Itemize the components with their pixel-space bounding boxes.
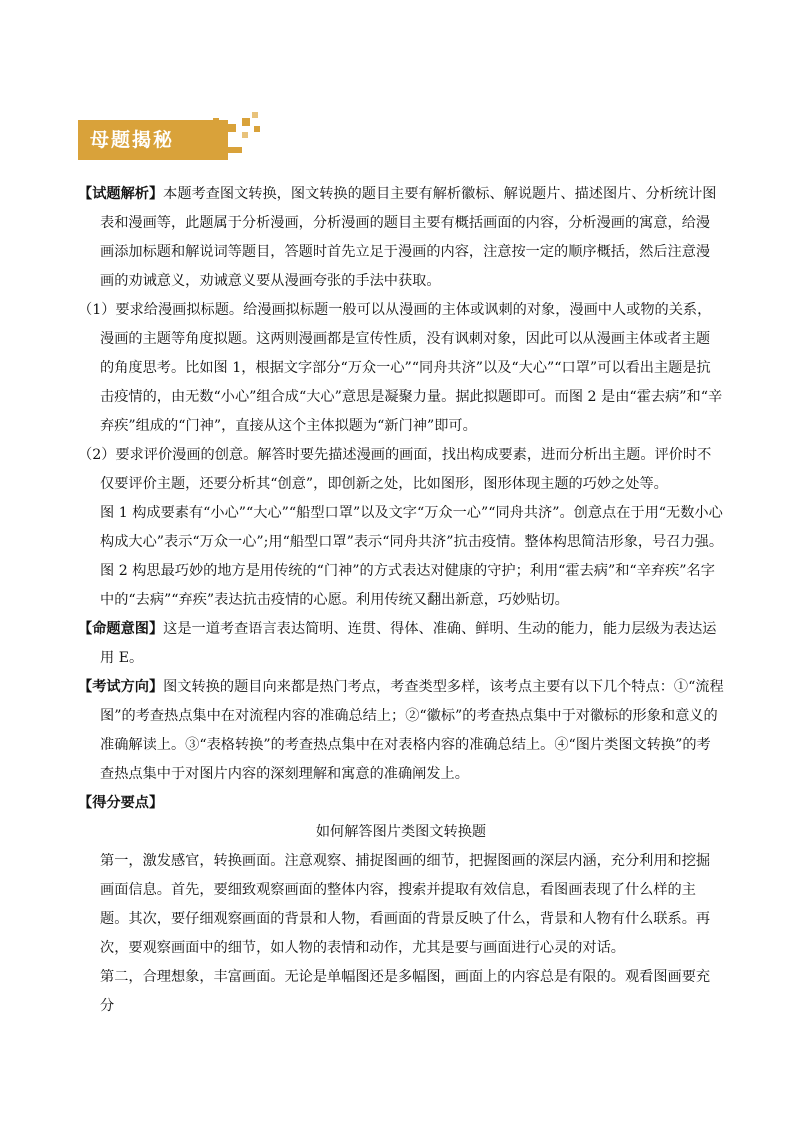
analysis-paragraph <box>78 180 724 296</box>
intent-text: 这是一道考查语言表达简明、连贯、得体、准确、鲜明、生动的能力，能力层级为表达运用 E。 <box>100 621 717 666</box>
points-paragraph-2: 第二，合理想象，丰富画面。无论是单幅图还是多幅图，画面上的内容总是有限的。观看图画要充分 <box>100 969 711 1014</box>
points-label: 【得分要点】 <box>78 795 164 811</box>
analysis-label: 【试题解析】 <box>78 186 164 202</box>
intent-label: 【命题意图】 <box>78 621 164 637</box>
item1-label: （1） <box>78 302 116 318</box>
section-banner <box>78 110 268 166</box>
direction-text: 图文转换的题目向来都是热门考点，考查类型多样，该考点主要有以下几个特点：①“流程图”的考查热点集中在对流程内容的准确总结上；②“徽标”的考查热点集中于对徽标的形象和意义的准确解读上。③“表格转换”的考查热点集中在对表格内容的准确总结上。④“图片类图文转换”的考查热点集中于对图片内容的深刻理解和寓意的准确阐发上。 <box>100 679 724 782</box>
points-heading: 如何解答图片类图文转换题 <box>315 824 487 840</box>
points-paragraph-1: 第一，激发感官，转换画面。注意观察、捕捉图画的细节，把握图画的深层内涵，充分利用和挖掘画面信息。首先，要细致观察画面的整体内容，搜索并提取有效信息，看图画表现了什么样的主题。其次，要仔细观察画面的背景和人物，看画面的背景反映了什么，背景和人物有什么联系。再次，要观察画面中的细节，如人物的表情和动作，尤其是要与画面进行心灵的对话。 <box>100 853 711 956</box>
points-label-paragraph <box>78 789 724 818</box>
item2-paragraph <box>78 441 724 499</box>
banner-decoration-icon <box>208 110 268 166</box>
direction-paragraph <box>78 673 724 789</box>
banner-title: 母题揭秘 <box>90 129 175 151</box>
item2-label: （2） <box>78 447 116 463</box>
direction-label: 【考试方向】 <box>78 679 164 695</box>
item1-paragraph <box>78 296 724 441</box>
item1-text: 要求给漫画拟标题。给漫画拟标题一般可以从漫画的主体或讽刺的对象，漫画中人或物的关系，漫画的主题等角度拟题。这两则漫画都是宣传性质，没有讽刺对象，因此可以从漫画主体或者主题的角度思考。比如图 1，根据文字部分“万众一心”“同舟共济”以及“大心”“口罩”可以看出主题是抗击疫情的，由无数“小心”组合成“大心”意思是凝聚力量。据此拟题即可。而图 2 是由“霍去病”和“辛弃疾”组成的“门神”，直接从这个主体拟题为“新门神”即可。 <box>100 302 723 434</box>
document-body <box>78 180 724 1021</box>
item2-text: 要求评价漫画的创意。解答时要先描述漫画的画面，找出构成要素，进而分析出主题。评价时不仅要评价主题，还要分析其“创意”，即创新之处，比如图形，图形体现主题的巧妙之处等。 <box>100 447 712 492</box>
item2-extra-paragraph <box>78 499 724 615</box>
intent-paragraph <box>78 615 724 673</box>
analysis-text: 本题考查图文转换，图文转换的题目主要有解析徽标、解说题片、描述图片、分析统计图表和漫画等，此题属于分析漫画，分析漫画的题目主要有概括画面的内容，分析漫画的寓意，给漫画添加标题和解说词等题目，答题时首先立足于漫画的内容，注意按一定的顺序概括，然后注意漫画的劝诫意义，劝诫意义要从漫画夸张的手法中获取。 <box>100 186 717 289</box>
item2-extra-text: 图 1 构成要素有“小心”“大心”“船型口罩”以及文字“万众一心”“同舟共济”。创意点在于用“无数小心构成大心”表示“万众一心”;用“船型口罩”表示“同舟共济”抗击疫情。整体构思简洁形象，号召力强。图 2 构思最巧妙的地方是用传统的“门神”的方式表达对健康的守护；利用“霍去病”和“辛弃疾”名字中的“去病”“弃疾”表达抗击疫情的心愿。利用传统又翻出新意，巧妙贴切。 <box>100 505 724 608</box>
